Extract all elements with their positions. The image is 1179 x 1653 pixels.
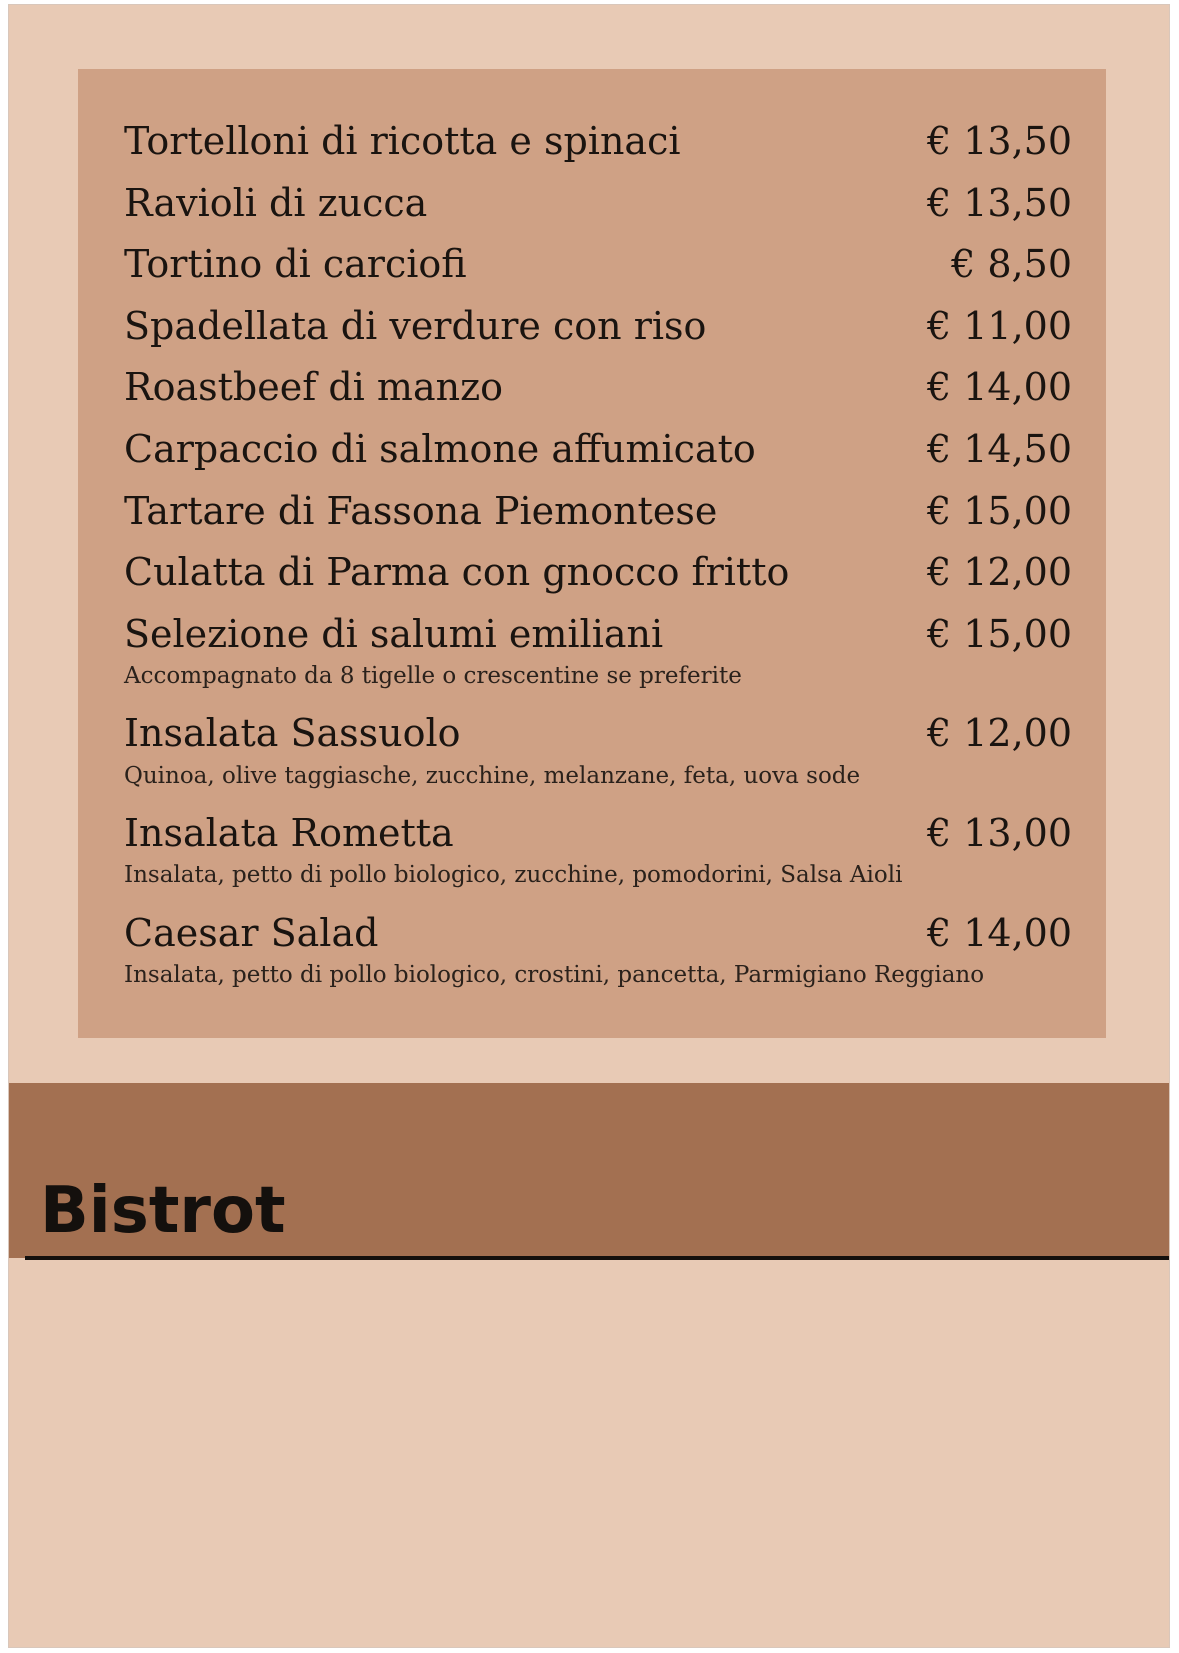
menu-item-name: Insalata Rometta xyxy=(124,811,454,855)
menu-item-description: Quinoa, olive taggiasche, zucchine, melanzane, feta, uova sode xyxy=(124,763,861,789)
menu-item-name: Selezione di salumi emiliani xyxy=(124,612,664,656)
menu-item-description: Insalata, petto di pollo biologico, crostini, pancetta, Parmigiano Reggiano xyxy=(124,962,985,988)
menu-item-price: € 11,00 xyxy=(926,304,1072,348)
menu-item-name: Spadellata di verdure con riso xyxy=(124,304,707,348)
section-title: Bistrot xyxy=(40,1174,286,1248)
section-header-band xyxy=(9,1083,1169,1258)
menu-item-price: € 14,00 xyxy=(926,365,1072,409)
menu-item-description: Insalata, petto di pollo biologico, zucchine, pomodorini, Salsa Aioli xyxy=(124,862,903,888)
menu-item-name: Carpaccio di salmone affumicato xyxy=(124,427,756,471)
menu-item-name: Tortino di carciofi xyxy=(124,242,467,286)
menu-item-price: € 12,00 xyxy=(926,711,1072,755)
menu-item-price: € 15,00 xyxy=(926,612,1072,656)
menu-item-name: Roastbeef di manzo xyxy=(124,365,503,409)
section-divider xyxy=(25,1256,1169,1260)
menu-item-name: Culatta di Parma con gnocco fritto xyxy=(124,550,790,594)
menu-item-price: € 13,50 xyxy=(926,181,1072,225)
menu-item-name: Insalata Sassuolo xyxy=(124,711,461,755)
menu-page xyxy=(9,5,1169,1647)
menu-item-name: Tortelloni di ricotta e spinaci xyxy=(124,119,681,163)
menu-item-price: € 14,00 xyxy=(926,911,1072,955)
menu-item-name: Ravioli di zucca xyxy=(124,181,428,225)
menu-item-price: € 12,00 xyxy=(926,550,1072,594)
menu-item-name: Caesar Salad xyxy=(124,911,379,955)
menu-item-price: € 13,50 xyxy=(926,119,1072,163)
menu-panel xyxy=(78,69,1106,1038)
menu-item-price: € 14,50 xyxy=(926,427,1072,471)
menu-item-price: € 8,50 xyxy=(951,242,1072,286)
menu-item-price: € 13,00 xyxy=(926,811,1072,855)
menu-item-description: Accompagnato da 8 tigelle o crescentine se preferite xyxy=(124,663,742,689)
menu-item-name: Tartare di Fassona Piemontese xyxy=(124,489,718,533)
menu-item-price: € 15,00 xyxy=(926,489,1072,533)
